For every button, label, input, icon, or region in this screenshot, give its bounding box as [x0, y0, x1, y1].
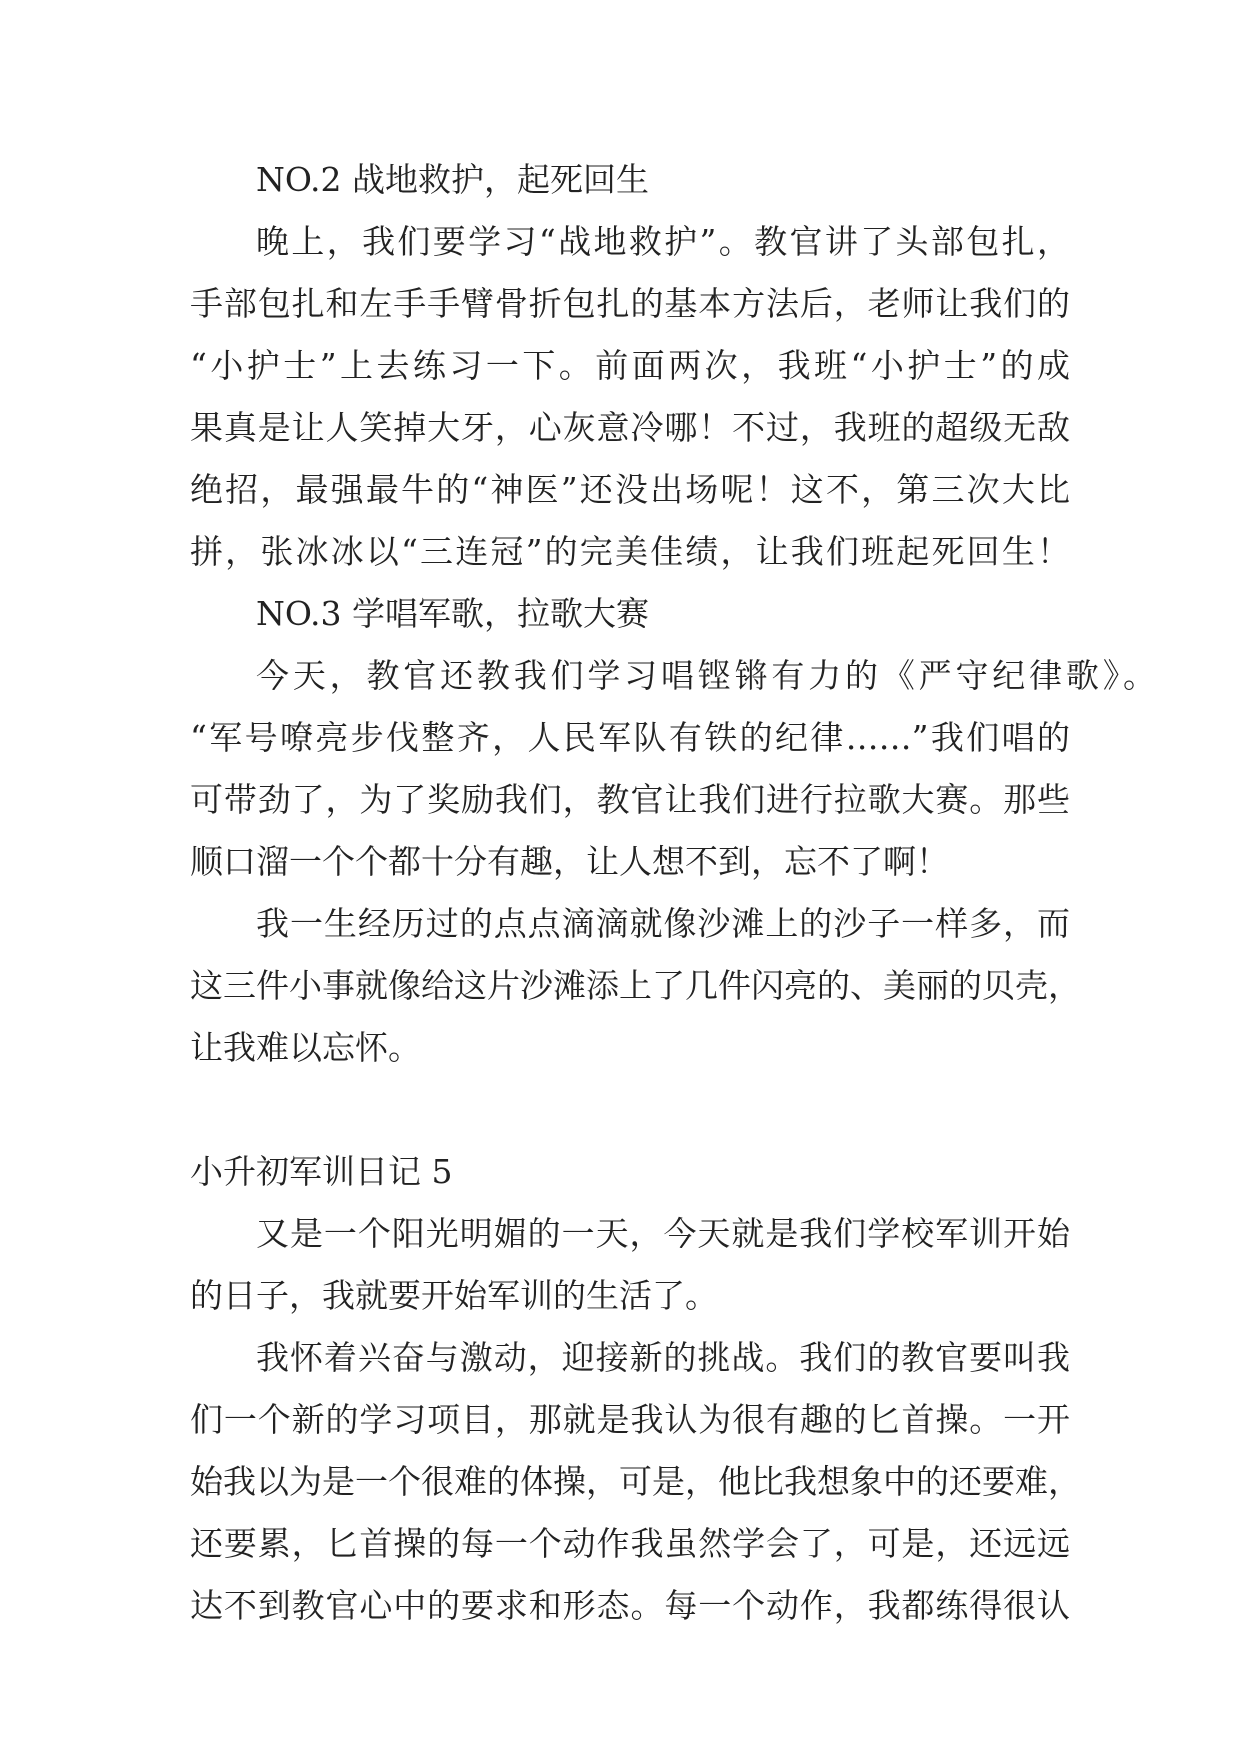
paragraph-line: 的日子，我就要开始军训的生活了。 [190, 1276, 718, 1315]
paragraph-line: 达不到教官心中的要求和形态。每一个动作，我都练得很认 [190, 1586, 1070, 1625]
paragraph-line: 手部包扎和左手手臂骨折包扎的基本方法后，老师让我们的 [190, 284, 1070, 323]
paragraph-line: 让我难以忘怀。 [190, 1028, 421, 1067]
section-heading-no3: NO.3 学唱军歌，拉歌大赛 [256, 594, 649, 633]
paragraph-line: 这三件小事就像给这片沙滩添上了几件闪亮的、美丽的贝壳， [190, 966, 1081, 1005]
paragraph-line: 我一生经历过的点点滴滴就像沙滩上的沙子一样多，而 [256, 904, 1070, 943]
paragraph-line: 始我以为是一个很难的体操，可是，他比我想象中的还要难， [190, 1462, 1081, 1501]
paragraph-line: 还要累，匕首操的每一个动作我虽然学会了，可是，还远远 [190, 1524, 1070, 1563]
paragraph-line: 们一个新的学习项目，那就是我认为很有趣的匕首操。一开 [190, 1400, 1070, 1439]
paragraph-line: “军号嘹亮步伐整齐，人民军队有铁的纪律……”我们唱的 [190, 718, 1070, 757]
paragraph-line: 晚上，我们要学习“战地救护”。教官讲了头部包扎， [256, 222, 1070, 261]
paragraph-line: 绝招，最强最牛的“神医”还没出场呢！这不，第三次大比 [190, 470, 1070, 509]
diary-title: 小升初军训日记 5 [190, 1152, 453, 1191]
paragraph-line: 今天，教官还教我们学习唱铿锵有力的《严守纪律歌》。 [256, 656, 1156, 695]
paragraph-line: “小护士”上去练习一下。前面两次，我班“小护士”的成 [190, 346, 1070, 385]
paragraph-line: 又是一个阳光明媚的一天，今天就是我们学校军训开始 [256, 1214, 1070, 1253]
paragraph-line: 拼，张冰冰以“三连冠”的完美佳绩，让我们班起死回生！ [190, 532, 1070, 571]
paragraph-line: 果真是让人笑掉大牙，心灰意冷哪！不过，我班的超级无敌 [190, 408, 1070, 447]
section-heading-no2: NO.2 战地救护，起死回生 [256, 160, 649, 199]
paragraph-line: 可带劲了，为了奖励我们，教官让我们进行拉歌大赛。那些 [190, 780, 1070, 819]
paragraph-line: 顺口溜一个个都十分有趣，让人想不到，忘不了啊！ [190, 842, 949, 881]
paragraph-line: 我怀着兴奋与激动，迎接新的挑战。我们的教官要叫我 [256, 1338, 1070, 1377]
